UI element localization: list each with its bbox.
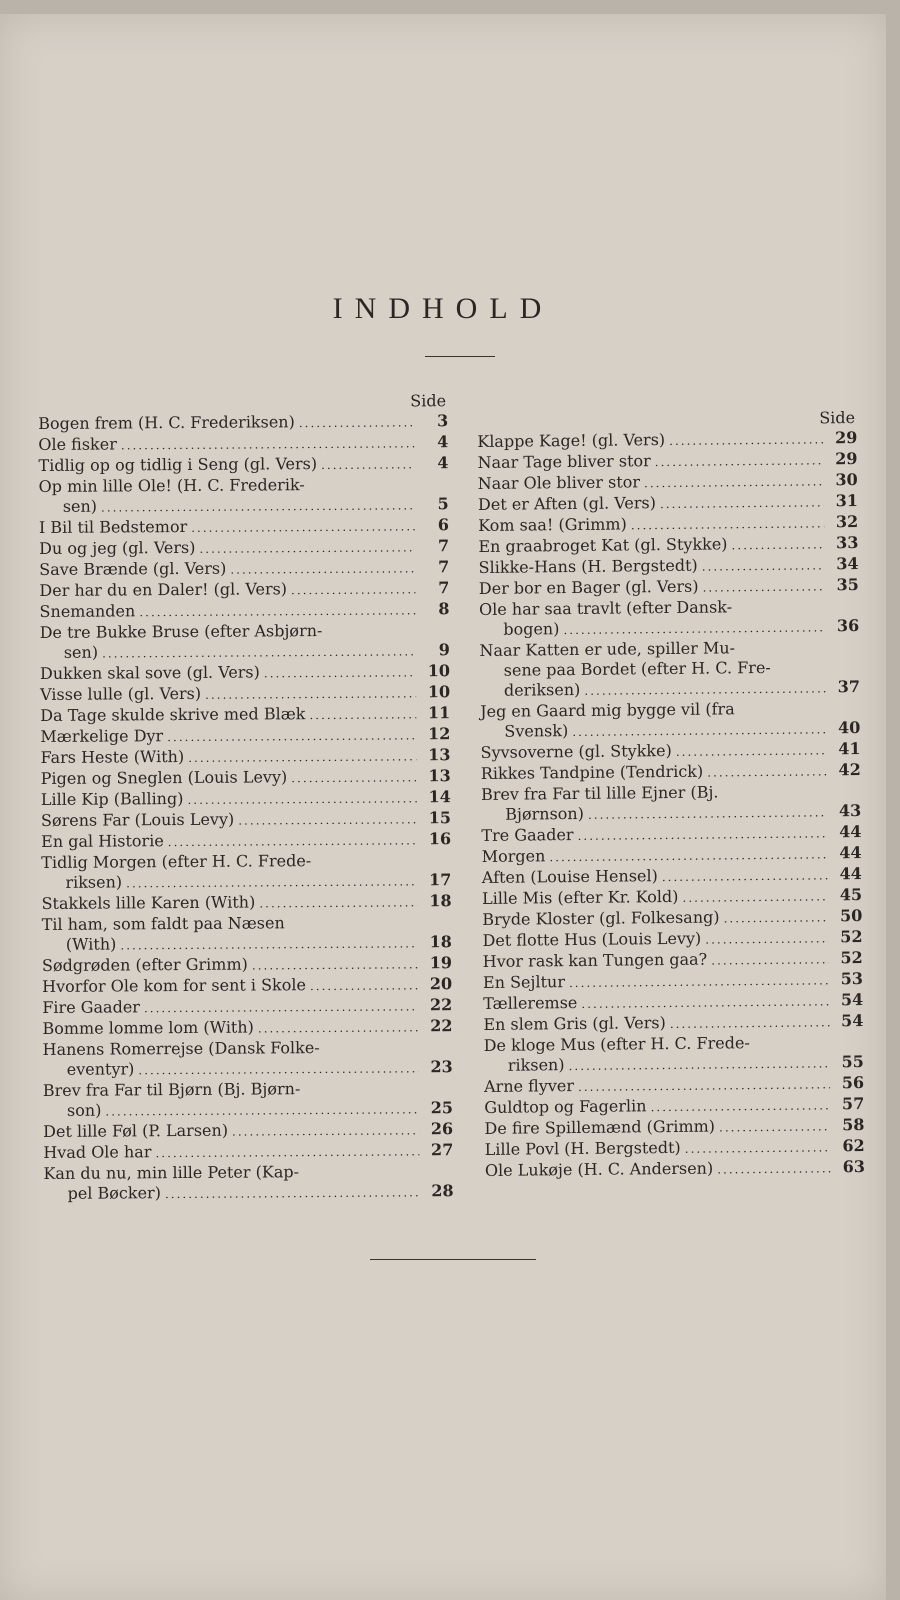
toc-page-number: 16 [428, 829, 452, 849]
toc-right-column [477, 408, 865, 1182]
toc-page-number: 28 [431, 1181, 454, 1201]
leader-dots [705, 928, 828, 949]
toc-entry-title-continued: bogen) [503, 619, 560, 639]
toc-entry [478, 491, 858, 516]
toc-entry-title: En slem Gris (gl. Vers) [483, 1013, 666, 1034]
toc-entry-title-continued: sen) [62, 496, 98, 516]
toc-entry-title-continued: son) [66, 1100, 102, 1120]
toc-entry-title: De tre Bukke Bruse (efter Asbjørn- [39, 621, 323, 642]
toc-page-number: 10 [427, 682, 451, 702]
toc-page-number: 29 [834, 428, 858, 448]
toc-entry-title: Bogen frem (H. C. Frederiksen) [38, 412, 295, 433]
toc-entry-title: Pigen og Sneglen (Louis Levy) [40, 767, 288, 788]
toc-page-number: 12 [428, 724, 451, 744]
toc-entry-title-continued: sen) [63, 642, 99, 662]
toc-entry-title: Tælleremse [483, 992, 578, 1013]
title-rule [425, 356, 495, 357]
toc-page-number: 19 [429, 953, 453, 973]
toc-entry-title: Sørens Far (Louis Levy) [40, 809, 235, 830]
toc-entry [484, 1032, 864, 1077]
toc-entry [478, 533, 858, 558]
toc-entry [38, 432, 448, 456]
toc-page-number: 44 [839, 821, 862, 842]
toc-entry [485, 1157, 865, 1182]
toc-entry [483, 1011, 863, 1036]
toc-entry [482, 864, 862, 889]
toc-entry-title: Guldtop og Fagerlin [484, 1096, 647, 1117]
leader-dots [167, 725, 416, 747]
toc-entry-title: En gal Historie [41, 831, 164, 851]
leader-dots [563, 617, 825, 640]
toc-entry-title-continued: Bjørnson) [505, 803, 585, 824]
toc-page-number: 32 [835, 512, 859, 532]
toc-page-number: 43 [838, 800, 862, 821]
leader-dots [577, 823, 827, 846]
toc-entry [39, 557, 449, 581]
toc-page-number: 27 [430, 1140, 454, 1160]
end-rule [370, 1259, 536, 1260]
leader-dots [138, 1058, 418, 1080]
leader-dots [191, 516, 415, 538]
toc-page-number: 58 [842, 1114, 865, 1135]
toc-entry-title: Syvsoverne (gl. Stykke) [480, 740, 672, 762]
toc-entry-title: Brev fra Far til lille Ejner (Bj. [480, 782, 719, 804]
toc-entry-title: Visse lulle (gl. Vers) [40, 683, 202, 704]
toc-entry-title: I Bil til Bedstemor [38, 516, 188, 537]
toc-page-number: 20 [429, 974, 453, 994]
toc-entry [41, 808, 451, 832]
book-page [0, 14, 886, 1600]
toc-page-number: 26 [430, 1119, 454, 1139]
leader-dots [731, 534, 824, 555]
leader-dots [685, 1137, 831, 1159]
toc-page-number: 13 [428, 766, 451, 786]
leader-dots [139, 600, 415, 622]
leader-dots [682, 886, 828, 908]
leader-dots [572, 719, 826, 742]
leader-dots [670, 1012, 830, 1034]
toc-entry-title: Bomme lomme lom (With) [42, 1017, 254, 1038]
toc-page-number: 54 [841, 1010, 864, 1031]
toc-page-number: 44 [839, 842, 862, 863]
toc-entry-title: Rikkes Tandpine (Tendrick) [480, 761, 704, 783]
toc-page-number: 23 [430, 1057, 453, 1077]
toc-page-number: 55 [841, 1051, 864, 1072]
leader-dots [569, 970, 829, 993]
toc-entry [40, 661, 450, 685]
toc-page-number: 56 [841, 1072, 865, 1093]
toc-entry [480, 739, 860, 764]
toc-page-number: 36 [836, 616, 860, 636]
leader-dots [252, 954, 418, 975]
toc-entry [40, 682, 450, 706]
leader-dots [711, 949, 829, 970]
toc-entry-title: Arne flyver [483, 1076, 575, 1096]
toc-entry-title: Tre Gaader [481, 825, 574, 845]
toc-entry [483, 948, 863, 973]
toc-entry [479, 575, 859, 600]
leader-dots [264, 662, 416, 683]
toc-entry [483, 990, 863, 1015]
toc-page-number: 11 [427, 703, 451, 723]
leader-dots [205, 683, 416, 704]
toc-entry-title: Ole Lukøje (H. C. Andersen) [484, 1158, 714, 1180]
toc-page-number: 6 [437, 515, 449, 535]
toc-entry [483, 969, 863, 994]
toc-entry-title: Op min lille Ole! (H. C. Frederik- [38, 475, 305, 496]
toc-entry-title-continued: (With) [65, 934, 117, 954]
toc-entry [41, 829, 451, 853]
toc-entry [477, 449, 857, 474]
side-label-left: Side [410, 391, 447, 411]
toc-entry-title: De fire Spillemænd (Grimm) [484, 1116, 716, 1138]
toc-page-number: 33 [836, 533, 859, 553]
leader-dots [723, 907, 828, 928]
toc-entry [480, 698, 860, 743]
toc-entry [484, 1094, 864, 1119]
toc-entry [482, 906, 862, 931]
toc-entry-title: Tidlig op og tidlig i Seng (gl. Vers) [38, 454, 318, 475]
toc-entry [38, 411, 448, 435]
toc-entry-title-continued: sene paa Bordet (efter H. C. Fre- [503, 657, 771, 680]
toc-entry-title: Naar Tage bliver stor [477, 451, 651, 472]
leader-dots [578, 1074, 830, 1097]
leader-dots [581, 991, 829, 1014]
toc-entry-title: Lille Mis (efter Kr. Kold) [481, 886, 679, 908]
toc-entry [484, 1073, 864, 1098]
toc-entry-title: Lille Povl (H. Bergstedt) [484, 1137, 681, 1159]
toc-page-number: 4 [437, 453, 449, 473]
toc-page-number: 40 [837, 718, 861, 738]
toc-page-number: 22 [430, 1016, 453, 1036]
toc-list-right [477, 428, 865, 1182]
toc-page-number: 35 [836, 575, 859, 595]
toc-entry-title-continued: Svensk) [504, 721, 569, 741]
leader-dots [662, 865, 828, 887]
toc-entry-title: Ole har saa travlt (efter Dansk- [478, 597, 733, 619]
leader-dots [549, 844, 828, 867]
toc-page-number: 25 [430, 1098, 454, 1118]
toc-entry [42, 912, 452, 956]
toc-page-number: 52 [840, 947, 863, 968]
toc-entry-title: Jeg en Gaard mig bygge vil (fra [480, 699, 735, 721]
toc-entry-title: Til ham, som faldt paa Næsen [41, 913, 285, 934]
toc-entry-title: Det er Aften (gl. Vers) [477, 493, 656, 514]
leader-dots [120, 933, 418, 955]
toc-entry [42, 953, 452, 977]
toc-entry [40, 724, 450, 748]
leader-dots [187, 788, 417, 810]
toc-entry-title: Sødgrøden (efter Grimm) [41, 954, 248, 975]
toc-entry [43, 1140, 453, 1164]
toc-page-number: 31 [835, 491, 859, 511]
leader-dots [291, 767, 417, 788]
toc-entry [481, 760, 861, 785]
toc-entry [38, 453, 448, 477]
toc-entry-title: Naar Ole bliver stor [477, 472, 641, 493]
toc-entry-title: Fars Heste (With) [40, 746, 185, 767]
toc-entry [43, 1078, 453, 1122]
toc-entry [481, 781, 861, 826]
toc-entry-title: En graabroget Kat (gl. Stykke) [478, 534, 728, 556]
toc-entry [43, 1037, 453, 1081]
page-title: INDHOLD [332, 292, 554, 325]
toc-entry-title: Det flotte Hus (Louis Levy) [482, 928, 702, 950]
toc-entry [39, 578, 449, 602]
toc-entry-title: Klappe Kage! (gl. Vers) [477, 430, 666, 451]
toc-entry [42, 995, 452, 1019]
toc-page-number: 30 [835, 470, 858, 490]
toc-page-number: 53 [840, 968, 864, 989]
toc-entry-title: Kan du nu, min lille Peter (Kap- [43, 1162, 300, 1183]
leader-dots [669, 429, 823, 451]
leader-dots [258, 1017, 419, 1038]
toc-entry [41, 850, 451, 894]
toc-page-number: 50 [839, 905, 863, 926]
toc-page-number: 41 [838, 739, 861, 759]
leader-dots [660, 492, 824, 514]
toc-entry-title: Dukken skal sove (gl. Vers) [39, 662, 260, 683]
leader-dots [310, 975, 418, 996]
toc-entry [482, 885, 862, 910]
toc-entry-title: Hvor rask kan Tungen gaa? [482, 949, 708, 971]
toc-entry [479, 637, 860, 702]
leader-dots [676, 740, 827, 762]
leader-dots [644, 471, 824, 493]
toc-entry-title: Hanens Romerrejse (Dansk Folke- [42, 1038, 320, 1059]
toc-entry-title-continued: eventyr) [66, 1059, 135, 1079]
toc-entry [43, 1161, 453, 1205]
side-label-right: Side [819, 408, 856, 428]
toc-entry-title: Snemanden [39, 601, 136, 621]
leader-dots [259, 892, 417, 913]
toc-page-number: 52 [840, 926, 863, 947]
toc-entry [482, 843, 862, 868]
toc-page-number: 7 [438, 578, 450, 598]
leader-dots [702, 555, 825, 576]
toc-entry [482, 927, 862, 952]
toc-entry [43, 1119, 453, 1143]
toc-page-number: 18 [429, 932, 452, 952]
toc-entry [41, 891, 451, 915]
leader-dots [588, 802, 827, 825]
toc-page-number: 10 [427, 661, 451, 681]
toc-entry [481, 822, 861, 847]
toc-entry-title: En Sejltur [482, 972, 566, 992]
toc-list-left [38, 411, 454, 1205]
toc-page-number: 9 [438, 640, 450, 660]
toc-page-number: 8 [438, 599, 450, 619]
toc-entry-title: Da Tage skulde skrive med Blæk [40, 704, 306, 725]
leader-dots [144, 996, 418, 1018]
leader-dots [168, 830, 417, 852]
toc-page-number: 15 [428, 808, 452, 828]
toc-page-number: 18 [429, 891, 452, 911]
toc-entry [478, 512, 858, 537]
leader-dots [238, 809, 417, 830]
toc-entry-title-continued: riksen) [507, 1055, 565, 1075]
toc-entry [479, 596, 859, 641]
toc-page-number: 37 [837, 677, 860, 697]
toc-entry [485, 1136, 865, 1161]
toc-entry-title: Lille Kip (Balling) [40, 788, 184, 809]
toc-page-number: 7 [437, 536, 450, 556]
toc-entry [477, 428, 857, 453]
toc-entry-title: Hvorfor Ole kom for sent i Skole [42, 975, 307, 996]
leader-dots [165, 1182, 420, 1204]
toc-entry [40, 745, 450, 769]
toc-entry-title: Stakkels lille Karen (With) [41, 892, 256, 913]
leader-dots [188, 746, 417, 768]
leader-dots [299, 412, 415, 433]
leader-dots [199, 537, 415, 559]
leader-dots [321, 454, 415, 475]
toc-entry [41, 787, 451, 811]
toc-page-number: 22 [429, 995, 453, 1015]
leader-dots [717, 1158, 831, 1179]
toc-entry-title: Morgen [481, 846, 546, 866]
toc-entry-title: Naar Katten er ude, spiller Mu- [479, 638, 736, 660]
toc-entry-title: Brev fra Far til Bjørn (Bj. Bjørn- [42, 1079, 301, 1100]
toc-entry-title-continued: riksen) [65, 872, 123, 892]
leader-dots [291, 579, 415, 600]
toc-entry-title: Der har du en Daler! (gl. Vers) [39, 579, 288, 600]
leader-dots [232, 1120, 419, 1141]
toc-entry [484, 1115, 864, 1140]
toc-page-number: 5 [437, 494, 449, 514]
toc-page-number: 57 [841, 1093, 865, 1114]
toc-entry-title: Der bor en Bager (gl. Vers) [478, 576, 699, 598]
toc-page-number: 14 [428, 787, 451, 807]
toc-page-number: 3 [436, 411, 449, 431]
leader-dots [707, 761, 827, 782]
toc-left-column [38, 391, 454, 1205]
toc-entry-title: Save Brænde (gl. Vers) [39, 558, 227, 579]
toc-page-number: 63 [842, 1156, 866, 1177]
toc-entry [39, 599, 449, 623]
toc-entry [39, 515, 449, 539]
toc-entry [41, 766, 451, 790]
toc-entry [42, 1016, 452, 1040]
toc-entry [39, 474, 449, 518]
leader-dots [102, 641, 416, 663]
leader-dots [631, 513, 825, 535]
toc-page-number: 29 [835, 449, 858, 469]
leader-dots [655, 450, 824, 472]
toc-entry-title: Ole fisker [38, 434, 117, 454]
leader-dots [309, 704, 416, 725]
leader-dots [121, 433, 415, 455]
leader-dots [126, 871, 417, 893]
toc-entry-title: De kloge Mus (efter H. C. Frede- [483, 1033, 750, 1055]
leader-dots [702, 576, 825, 597]
toc-page-number: 17 [429, 870, 452, 890]
leader-dots [568, 1053, 830, 1076]
leader-dots [650, 1095, 830, 1117]
toc-entry [478, 470, 858, 495]
toc-page-number: 13 [428, 745, 451, 765]
toc-entry-title: Aften (Louise Hensel) [481, 866, 658, 887]
toc-page-number: 4 [437, 432, 449, 452]
toc-entry [39, 536, 449, 560]
toc-entry-title: Kom saa! (Grimm) [478, 514, 627, 535]
toc-entry [40, 620, 450, 664]
toc-entry-title: Det lille Føl (P. Larsen) [43, 1120, 229, 1141]
leader-dots [101, 495, 415, 517]
toc-page-number: 42 [838, 760, 861, 780]
toc-page-number: 54 [840, 989, 864, 1010]
toc-entry-title: Bryde Kloster (gl. Folkesang) [482, 907, 720, 929]
toc-page-number: 34 [836, 554, 859, 574]
toc-entry-title: Hvad Ole har [43, 1142, 152, 1162]
toc-entry-title: Mærkelige Dyr [40, 726, 164, 746]
toc-entry [479, 554, 859, 579]
toc-entry-title: Slikke-Hans (H. Bergstedt) [478, 555, 698, 577]
toc-entry [42, 974, 452, 998]
leader-dots [230, 558, 415, 579]
toc-entry-title: Du og jeg (gl. Vers) [39, 537, 196, 558]
leader-dots [105, 1099, 419, 1121]
leader-dots [155, 1141, 419, 1163]
leader-dots [719, 1116, 831, 1137]
toc-page-number: 45 [839, 884, 863, 905]
toc-entry-title-continued: deriksen) [503, 679, 581, 700]
leader-dots [584, 678, 826, 701]
toc-page-number: 7 [438, 557, 450, 577]
toc-entry [40, 703, 450, 727]
toc-entry-title: Fire Gaader [42, 997, 140, 1017]
toc-entry-title: Tidlig Morgen (efter H. C. Frede- [41, 851, 312, 872]
toc-entry-title-continued: pel Bøcker) [67, 1183, 161, 1203]
toc-page-number: 62 [842, 1135, 865, 1156]
toc-page-number: 44 [839, 863, 862, 884]
